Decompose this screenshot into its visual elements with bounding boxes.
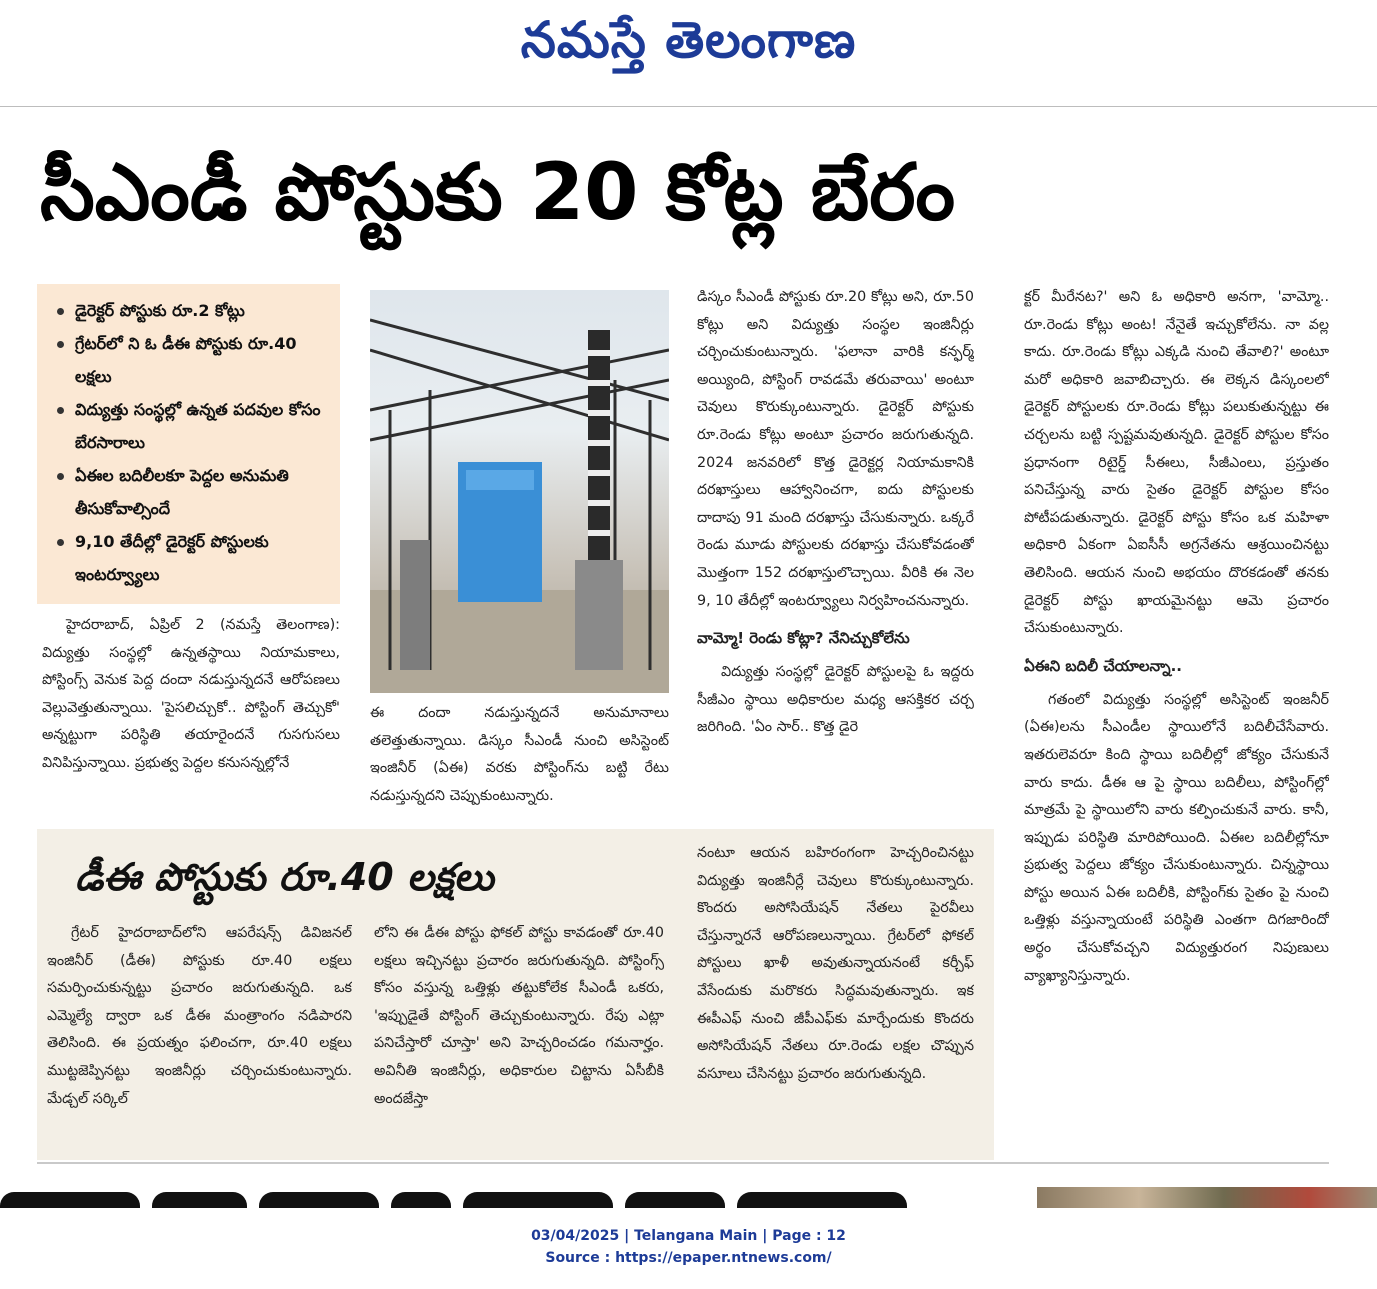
section-subhead: వామ్మో! రెండు కోట్లా? నేనిచ్చుకోలేను <box>697 629 910 648</box>
article-paragraph: గతంలో విద్యుత్తు సంస్థల్లో అసిస్టెంట్ ఇంజనీర్ (ఏఈ)లను సీఎండీల స్థాయిలోనే బదిలీచేసేవారు. ఇతరులెవరూ కింది స్థాయి బదిలీల్లో జోక్యం చేసుకునే వారు కాదు. డీఈ ఆ పై స్థాయి బదిలీలు, పోస్టింగ్‌ల్లో మాత్రమే పై స్థాయిలోని వారు కల్పించుకునే వారు. కానీ, ఇప్పుడు పరిస్థితి మారిపోయింది. ఏఈల బదిలీల్లోనూ ప్రభుత్వ పెద్దలు జోక్యం చేసుకుంటున్నారు. చిన్నస్థాయి పోస్టు అయిన ఏఈ బదిలీకి, పోస్టింగ్‌కు సైతం పై నుంచి ఒత్తిళ్లు వస్తున్నాయంటే పరిస్థితి ఎంతగా దిగజారిందో అర్థం చేసుకోవచ్చని విద్యుత్తురంగ నిపుణులు వ్యాఖ్యానిస్తున్నారు. <box>1024 691 1329 984</box>
footer-date-edition: 03/04/2025 | Telangana Main | Page : 12 <box>531 1228 846 1244</box>
bottom-divider <box>37 1162 1329 1164</box>
section-subhead: ఏఈని బదిలీ చేయాలన్నా.. <box>1024 656 1182 675</box>
highlight-item: గ్రేటర్‌లో ని ఓ డీఈ పోస్టుకు రూ.40 లక్షలు <box>55 327 330 393</box>
highlights-box <box>37 284 340 604</box>
article-paragraph: విద్యుత్తు సంస్థల్లో డైరెక్టర్ పోస్టులపై ఓ ఇద్దరు సీజీఎం స్థాయి అధికారుల మధ్య ఆసక్తికర చర్చ జరిగింది. 'ఏం సార్.. కొత్త డైరె <box>697 664 974 736</box>
highlight-item: ఏఈల బదిలీలకూ పెద్దల అనుమతి తీసుకోవాల్సిందే <box>55 459 330 525</box>
article-paragraph: డిస్కం సీఎండీ పోస్టుకు రూ.20 కోట్లు అని, రూ.50 కోట్లు అని విద్యుత్తు సంస్థల ఇంజినీర్లు చర్చించుకుంటున్నారు. 'ఫలానా వారికి కన్ఫర్మ్ అయ్యింది, పోస్టింగ్ రావడమే తరువాయి' అంటూ చెవులు కొరుక్కుంటున్నారు. డైరెక్టర్ పోస్టుకు రూ.రెండు కోట్లు అంటూ ప్రచారం జరుగుతున్నది. 2024 జనవరిలో కొత్త డైరెక్టర్ల నియామకానికి దరఖాస్తులు ఆహ్వానించగా, ఐదు పోస్టులకు దాదాపు 91 మంది దరఖాస్తు చేసుకున్నారు. ఒక్కరే రెండు మూడు పోస్టులకు దరఖాస్తు చేసుకోవడంతో మొత్తంగా 152 దరఖాస్తులొచ్చాయి. వీరికి ఈ నెల 9, 10 తేదీల్లో ఇంటర్వ్యూలు నిర్వహించనున్నారు. <box>697 289 974 609</box>
highlight-item: డైరెక్టర్ పోస్టుకు రూ.2 కోట్లు <box>55 294 330 327</box>
sidebar-story-title: డీఈ పోస్టుకు రూ.40 లక్షలు <box>75 855 494 899</box>
highlight-item: విద్యుత్తు సంస్థల్లో ఉన్నత పదవుల కోసం బేరసారాలు <box>55 393 330 459</box>
headline: సీఎండీ పోస్టుకు 20 కోట్ల బేరం <box>40 148 956 238</box>
article-column-4 <box>1024 284 1329 1154</box>
article-paragraph: హైదరాబాద్, ఏప్రిల్ 2 (నమస్తే తెలంగాణ): విద్యుత్తు సంస్థల్లో ఉన్నతస్థాయి నియామకాలు, పోస్టింగ్స్ వెనుక పెద్ద దందా నడుస్తున్నదనే ఆరోపణలు వెల్లువెత్తుతున్నాయి. 'పైసలిచ్చుకో.. పోస్టింగ్ తెచ్చుకో' అన్నట్టుగా పరిస్థితి తయారైందనే గుసగుసలు వినిపిస్తున్నాయి. ప్రభుత్వ పెద్దల కనుసన్నల్లోనే <box>42 617 340 771</box>
article-paragraph: గ్రేటర్ హైదరాబాద్‌లోని ఆపరేషన్స్ డివిజనల్ ఇంజినీర్ (డీఈ) పోస్టుకు రూ.40 లక్షలు సమర్పించుకున్నట్టు ప్రచారం జరుగుతున్నది. ఒక ఎమ్మెల్యే ద్వారా ఒక డీఈ మంత్రాంగం నడిపారని తెలిసింది. ఈ ప్రయత్నం ఫలించగా, రూ.40 లక్షలు ముట్టజెప్పినట్టు ఇంజినీర్లు చర్చించుకుంటున్నారు. మేడ్చల్ సర్కిల్ <box>47 925 352 1107</box>
substation-photo <box>370 290 669 693</box>
sidebar-story-column-1 <box>47 920 352 1150</box>
article-paragraph: ఈ దందా నడుస్తున్నదనే అనుమానాలు తలెత్తుతున్నాయి. డిస్కం సీఎండీ నుంచి అసిస్టెంట్ ఇంజినీర్ (ఏఈ) వరకు పోస్టింగ్‌ను బట్టి రేటు నడుస్తున్నదని చెప్పుకుంటున్నారు. <box>370 705 669 804</box>
substation-illustration <box>370 290 669 693</box>
highlight-item: 9,10 తేదీల్లో డైరెక్టర్ పోస్టులకు ఇంటర్వ్యూలు <box>55 525 330 591</box>
article-paragraph: లోని ఈ డీఈ పోస్టు ఫోకల్ పోస్టు కావడంతో రూ.40 లక్షలు ఇచ్చినట్టు ప్రచారం జరుగుతున్నది. పోస్టింగ్స్ కోసం వస్తున్న ఒత్తిళ్లు తట్టుకోలేక సీఎండీ ఒకరు, 'ఇప్పుడైతే పోస్టింగ్ తెచ్చుకుంటున్నారు. రేపు ఎట్లా పనిచేస్తారో చూస్తా' అని హెచ్చరించడం గమనార్హం. అవినీతి ఇంజినీర్లు, అధికారుల చిట్టాను ఏసీబీకి అందజేస్తా <box>374 925 664 1107</box>
article-paragraph: క్టర్ మీరేనట?' అని ఓ అధికారి అనగా, 'వామ్మో.. రూ.రెండు కోట్లు అంట! నేనైతే ఇచ్చుకోలేను. నా వల్ల కాదు. రూ.రెండు కోట్లు ఎక్కడి నుంచి తేవాలి?' అంటూ మరో అధికారి జవాబిచ్చారు. ఈ లెక్కన డిస్కంలలో డైరెక్టర్ పోస్టులకు రూ.రెండు కోట్లు పలుకుతున్నట్టు ఈ చర్చలను బట్టి స్పష్టమవుతున్నది. డైరెక్టర్ పోస్టుల కోసం ప్రధానంగా రిటైర్డ్ సీఈలు, సీజీఎంలు, ప్రస్తుతం పనిచేస్తున్న వారు సైతం డైరెక్టర్ పోస్టుల కోసం పోటీపడుతున్నారు. డైరెక్టర్ పోస్టు కోసం ఒక మహిళా అధికారి ఏకంగా ఏఐసీసీ అగ్రనేతను ఆశ్రయించినట్టు తెలిసింది. ఆయన నుంచి అభయం దొరకడంతో తనకు డైరెక్టర్ పోస్టు ఖాయమైనట్టు ఆమె ప్రచారం చేసుకుంటున్నారు. <box>1024 289 1329 637</box>
article-column-3 <box>697 284 974 814</box>
top-divider <box>0 106 1377 107</box>
masthead-logo: నమస్తే తెలంగాణ <box>520 10 857 69</box>
sidebar-story-column-3 <box>697 840 974 1150</box>
next-headline-cropped <box>0 1184 1000 1208</box>
article-column-2 <box>370 700 669 812</box>
article-paragraph: నంటూ ఆయన బహిరంగంగా హెచ్చరించినట్టు విద్యుత్తు ఇంజినీర్లే చెవులు కొరుక్కుంటున్నారు. కొందరు అసోసియేషన్ నేతలు పైరవీలు చేస్తున్నారనే ఆరోపణలున్నాయి. గ్రేటర్‌లో ఫోకల్ పోస్టులు ఖాళీ అవుతున్నాయనంటే కర్చీఫ్ వేసేందుకు మరొకరు సిద్ధమవుతున్నారు. ఇక ఈపీఎఫ్ నుంచి జీపీఎఫ్‌కు మార్చేందుకు కొందరు అసోసియేషన్ నేతలు రూ.రెండు లక్షల చొప్పున వసూలు చేసినట్టు ప్రచారం జరుగుతున్నది. <box>697 845 974 1082</box>
sidebar-story-column-2 <box>374 920 664 1150</box>
article-column-1 <box>42 612 340 812</box>
footer-source: Source : https://epaper.ntnews.com/ <box>545 1250 832 1266</box>
masthead <box>0 0 1377 96</box>
next-story-photo-cropped <box>1037 1187 1377 1208</box>
